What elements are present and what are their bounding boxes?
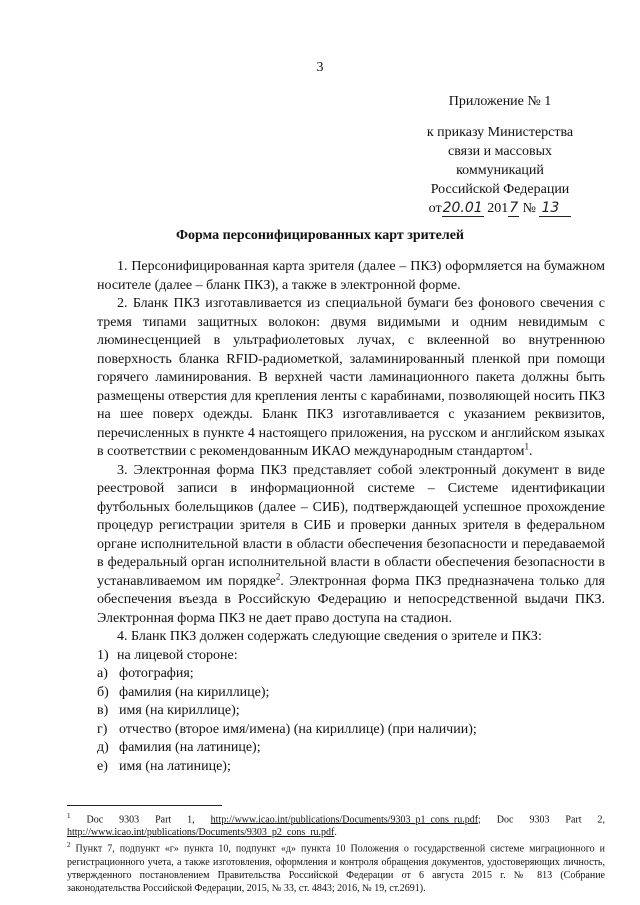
annex-ministry-line-2: коммуникаций (456, 163, 544, 178)
paragraph-1: 1. Персонифицированная карта зрителя (далее – ПКЗ) оформляется на бумажном носителе (далее – бланк ПКЗ), а также в электронной форме. (97, 259, 605, 293)
annex-title: Приложение № 1 (448, 94, 552, 109)
paragraph-4: 4. Бланк ПКЗ должен содержать следующие сведения о зрителе и ПКЗ: (117, 629, 542, 644)
handwritten-year: 7 (509, 200, 519, 216)
page-number: 3 (316, 60, 324, 75)
list-item: 1) на лицевой стороне: (97, 647, 238, 663)
footnote-divider (67, 805, 222, 806)
paragraph-2: 2. Бланк ПКЗ изготавливается из специальной бумаги без фонового свечения с тремя типами защитных волокон: двумя видимыми и одним невидимым с люминесценцией в ультрафиолетовых лучах, с вклеенной во внутреннюю поверхность бланка RFID-радиометкой, заламинированный пленкой при помощи горячего ламинирования. В верхней части ламинационного пакета должны быть размещены отверстия для крепления ленты с карабинами, позволяющей носить ПКЗ на шее поверх одежды. Бланк ПКЗ изготавливается с указанием реквизитов, перечисленных в пункте 4 настоящего приложения, на русском и английском языках в соответствии с рекомендованным ИКАО международным стандартом$^1$. (97, 296, 605, 459)
footnote-link-1[interactable]: http://www.icao.int/publications/Documents/9303_p1_cons_ru.pdf (210, 814, 479, 826)
footnote-ref-2: 2 (275, 570, 281, 581)
list-item: д) фамилия (на латинице); (97, 740, 261, 755)
handwritten-number: 13 (539, 200, 571, 217)
annex-order-line: к приказу Министерства (426, 125, 574, 140)
footnotes (67, 805, 605, 895)
handwritten-date: 20.01 (442, 200, 483, 216)
footnote-1: $^1$ Doc 9303 Part 1, http://www.icao.int/publications/Documents/9303_p1_cons_ru.pdf; Doc 9303 Part 2, http://www.icao.int/publications/Documents/9303_p2_cons_ru.pdf. (67, 812, 606, 839)
list-item: в) имя (на кириллице); (97, 703, 240, 718)
requisites-list (97, 647, 605, 777)
list-item: а) фотография; (97, 666, 194, 681)
footnote-ref-1: 1 (524, 441, 529, 452)
annex-ministry-line: связи и массовых (447, 144, 552, 159)
paragraph-3: 3. Электронная форма ПКЗ представляет собой электронный документ в виде реестровой записи в информационной системе – Системе идентификации футбольных болельщиков (далее – СИБ), подтверждающей успешное прохождение процедур регистрации зрителя в СИБ и проверки данных зрителя в федеральном органе исполнительной власти в области обеспечения безопасности и передаваемой в федеральный орган исполнительной власти в области обеспечения безопасности в устанавливаемом им порядке$^2$. Электронная форма ПКЗ предназначена только для обеспечения въезда в Российскую Федерацию и непосредственной выдачи ПКЗ. Электронная форма ПКЗ не дает право доступа на стадион. (97, 462, 605, 626)
list-item: г) отчество (второе имя/имена) (на кириллице) (при наличии); (97, 721, 477, 737)
list-item: б) фамилия (на кириллице); (97, 684, 270, 700)
annex-date-line: от20.01 2017 № 13 (400, 199, 600, 218)
annex-block (400, 92, 600, 218)
footnote-2: $^2$ Пункт 7, подпункт «г» пункта 10, подпункт «д» пункта 10 Положения о государственной системе миграционного и регистрационного учета, а также изготовления, оформления и контроля обращения документов, удостоверяющих личность, утвержденного постановлением Правительства Российской Федерации от 6 августа 2015 г. № 813 (Собрание законодательства Российской Федерации, 2015, № 33, ст. 4843; 2016, № 19, ст.2691). (67, 841, 605, 894)
document-body (97, 258, 605, 776)
annex-country-line: Российской Федерации (430, 182, 570, 197)
list-item: е) имя (на латинице); (97, 758, 231, 774)
footnote-link-2[interactable]: http://www.icao.int/publications/Documents/9303_p2_cons_ru.pdf (67, 827, 335, 839)
document-title: Форма персонифицированных карт зрителей (176, 228, 464, 243)
